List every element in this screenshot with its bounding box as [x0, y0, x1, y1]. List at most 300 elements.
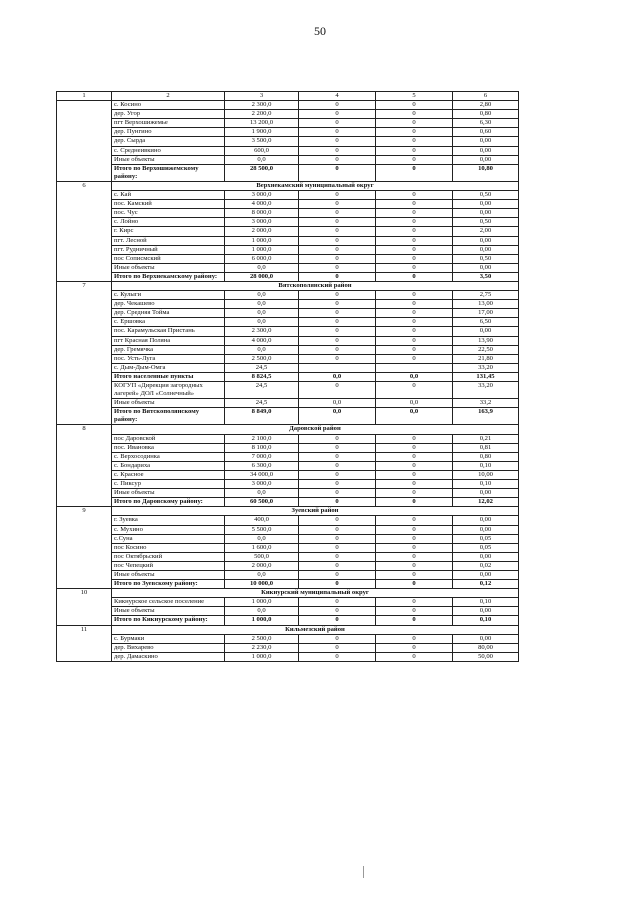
settlement-name: с.Суна: [112, 534, 225, 543]
region-title: Кильмезский район: [112, 625, 519, 634]
value-col5: 0: [376, 489, 453, 498]
settlement-name: с. Кулыги: [112, 291, 225, 300]
column-header-5: 5: [376, 92, 453, 101]
value-col5: 0: [376, 345, 453, 354]
column-header-6: 6: [453, 92, 519, 101]
value-col5: 0: [376, 245, 453, 254]
settlement-name: г. Зуевка: [112, 516, 225, 525]
settlement-name: с. Ершовка: [112, 318, 225, 327]
value-col5: 0: [376, 191, 453, 200]
value-col6: 0,00: [453, 263, 519, 272]
value-col4: 0: [299, 101, 376, 110]
value-col5: 0: [376, 209, 453, 218]
value-col4: 0: [299, 218, 376, 227]
value-col4: 0: [299, 452, 376, 461]
value-col5: 0: [376, 236, 453, 245]
section-number: 6: [57, 181, 112, 281]
value-col4: 0: [299, 318, 376, 327]
value-col6: 10,80: [453, 164, 519, 181]
value-col5: 0: [376, 200, 453, 209]
value-col5: 0: [376, 443, 453, 452]
region-row: [57, 625, 519, 634]
value-col6: 50,00: [453, 652, 519, 661]
value-col6: 0,12: [453, 580, 519, 589]
value-col6: 33,2: [453, 399, 519, 408]
value-col3: 28 000,0: [225, 272, 299, 281]
table-row: [57, 345, 519, 354]
value-col5: [376, 363, 453, 372]
value-col6: 3,50: [453, 272, 519, 281]
value-col3: 8 849,0: [225, 408, 299, 425]
value-col5: 0: [376, 146, 453, 155]
value-col4: 0: [299, 227, 376, 236]
value-col4: 0: [299, 354, 376, 363]
settlement-name: пос Чепецкий: [112, 561, 225, 570]
value-col4: 0: [299, 300, 376, 309]
region-title: Вятскополянский район: [112, 281, 519, 290]
value-col5: 0: [376, 470, 453, 479]
value-col6: 17,00: [453, 309, 519, 318]
settlement-name: Итого по Верхошижемскому району:: [112, 164, 225, 181]
value-col6: 0,00: [453, 137, 519, 146]
settlement-name: с. Бондариха: [112, 461, 225, 470]
value-col3: 2 300,0: [225, 101, 299, 110]
table-row: [57, 452, 519, 461]
table-row: [57, 607, 519, 616]
value-col3: 6 000,0: [225, 254, 299, 263]
value-col4: 0: [299, 570, 376, 579]
table-row: [57, 200, 519, 209]
value-col4: 0: [299, 525, 376, 534]
value-col5: 0: [376, 580, 453, 589]
value-col4: 0: [299, 345, 376, 354]
table-row: [57, 634, 519, 643]
value-col3: 0,0: [225, 291, 299, 300]
table-row: [57, 254, 519, 263]
value-col5: 0: [376, 164, 453, 181]
total-row: [57, 372, 519, 381]
settlement-name: с. Красное: [112, 470, 225, 479]
value-col6: 80,00: [453, 643, 519, 652]
value-col5: 0: [376, 607, 453, 616]
settlement-name: дер. Гремячка: [112, 345, 225, 354]
value-col5: 0: [376, 461, 453, 470]
value-col5: 0: [376, 561, 453, 570]
value-col6: 0,10: [453, 480, 519, 489]
settlement-name: пгт. Лесной: [112, 236, 225, 245]
value-col6: 0,81: [453, 443, 519, 452]
page-number: 50: [314, 24, 326, 38]
value-col4: 0: [299, 552, 376, 561]
value-col4: 0: [299, 263, 376, 272]
table-row: [57, 354, 519, 363]
value-col5: 0: [376, 101, 453, 110]
value-col4: 0: [299, 309, 376, 318]
column-header-1: 1: [57, 92, 112, 101]
settlement-name: Итого по Верхнекамскому району:: [112, 272, 225, 281]
table-row: [57, 119, 519, 128]
value-col4: 0: [299, 561, 376, 570]
value-col6: 0,00: [453, 607, 519, 616]
region-title: Даровской район: [112, 425, 519, 434]
value-col3: 0,0: [225, 534, 299, 543]
settlement-name: дер. Вихарево: [112, 643, 225, 652]
value-col4: 0: [299, 516, 376, 525]
value-col5: 0: [376, 534, 453, 543]
column-header-4: 4: [299, 92, 376, 101]
value-col3: 2 500,0: [225, 354, 299, 363]
settlement-name: Иные объекты: [112, 607, 225, 616]
value-col4: 0: [299, 327, 376, 336]
region-title: Верхнекамский муниципальный округ: [112, 181, 519, 190]
value-col3: 400,0: [225, 516, 299, 525]
value-col4: 0: [299, 146, 376, 155]
value-col6: 13,00: [453, 300, 519, 309]
region-row: [57, 281, 519, 290]
settlement-name: г. Кирс: [112, 227, 225, 236]
section-number: 11: [57, 625, 112, 661]
value-col6: 0,02: [453, 561, 519, 570]
value-col3: 2 000,0: [225, 561, 299, 570]
table-row: [57, 245, 519, 254]
value-col4: 0: [299, 110, 376, 119]
value-col3: 8 100,0: [225, 443, 299, 452]
table-row: [57, 336, 519, 345]
table-row: [57, 263, 519, 272]
value-col5: 0: [376, 218, 453, 227]
value-col5: 0: [376, 516, 453, 525]
value-col5: 0: [376, 598, 453, 607]
settlement-name: с. Косино: [112, 101, 225, 110]
settlement-name: дер. Сырда: [112, 137, 225, 146]
settlement-name: с. Бурмаки: [112, 634, 225, 643]
value-col4: 0,0: [299, 399, 376, 408]
settlement-name: Иные объекты: [112, 489, 225, 498]
table-row: [57, 309, 519, 318]
value-col5: 0: [376, 137, 453, 146]
table-row: [57, 652, 519, 661]
value-col3: 0,0: [225, 345, 299, 354]
value-col4: 0: [299, 236, 376, 245]
value-col5: 0: [376, 336, 453, 345]
value-col4: 0: [299, 209, 376, 218]
settlement-name: Кикнурское сельское поселение: [112, 598, 225, 607]
settlement-name: пгт Верхошижемье: [112, 119, 225, 128]
section-number: 10: [57, 589, 112, 625]
section-number: 7: [57, 281, 112, 425]
value-col6: 0,00: [453, 155, 519, 164]
value-col6: 0,50: [453, 191, 519, 200]
region-row: [57, 589, 519, 598]
value-col5: 0: [376, 382, 453, 399]
settlement-name: пос. Камский: [112, 200, 225, 209]
region-title: Зуевский район: [112, 507, 519, 516]
value-col4: 0: [299, 498, 376, 507]
value-col4: 0: [299, 137, 376, 146]
table-row: [57, 327, 519, 336]
table-row: [57, 291, 519, 300]
settlement-name: дер. Чекашево: [112, 300, 225, 309]
value-col3: 24,5: [225, 363, 299, 372]
value-col5: 0: [376, 525, 453, 534]
value-col4: 0: [299, 652, 376, 661]
value-col3: 1 900,0: [225, 128, 299, 137]
value-col4: 0: [299, 443, 376, 452]
value-col6: 0,00: [453, 209, 519, 218]
value-col5: 0: [376, 434, 453, 443]
value-col4: 0: [299, 470, 376, 479]
value-col6: 0,00: [453, 570, 519, 579]
value-col6: 0,60: [453, 128, 519, 137]
settlement-name: Иные объекты: [112, 263, 225, 272]
table-row: [57, 399, 519, 408]
value-col3: 0,0: [225, 318, 299, 327]
value-col3: 3 500,0: [225, 137, 299, 146]
value-col6: 0,00: [453, 489, 519, 498]
value-col3: 600,0: [225, 146, 299, 155]
value-col6: 0,00: [453, 327, 519, 336]
column-header-3: 3: [225, 92, 299, 101]
value-col3: 4 000,0: [225, 336, 299, 345]
value-col3: 2 230,0: [225, 643, 299, 652]
value-col4: 0: [299, 155, 376, 164]
total-row: [57, 164, 519, 181]
value-col6: 0,05: [453, 534, 519, 543]
settlement-name: дер. Угор: [112, 110, 225, 119]
value-col4: 0,0: [299, 408, 376, 425]
value-col5: 0: [376, 227, 453, 236]
settlement-name: пос Косино: [112, 543, 225, 552]
value-col4: 0: [299, 634, 376, 643]
total-row: [57, 580, 519, 589]
table-row: [57, 218, 519, 227]
value-col5: 0,0: [376, 399, 453, 408]
value-col4: 0: [299, 336, 376, 345]
value-col5: 0: [376, 263, 453, 272]
value-col4: 0: [299, 291, 376, 300]
value-col6: 0,00: [453, 245, 519, 254]
region-row: [57, 507, 519, 516]
settlement-name: пос. Чус: [112, 209, 225, 218]
value-col3: 2 000,0: [225, 227, 299, 236]
settlement-name: дер. Средняя Тойма: [112, 309, 225, 318]
value-col6: 0,00: [453, 236, 519, 245]
value-col3: 0,0: [225, 300, 299, 309]
value-col6: 10,00: [453, 470, 519, 479]
table-row: [57, 598, 519, 607]
value-col6: 2,75: [453, 291, 519, 300]
total-row: [57, 272, 519, 281]
column-header-2: 2: [112, 92, 225, 101]
settlement-name: с. Дым-Дым-Омга: [112, 363, 225, 372]
value-col4: 0: [299, 382, 376, 399]
value-col6: 2,00: [453, 227, 519, 236]
value-col4: 0: [299, 489, 376, 498]
value-col4: [299, 363, 376, 372]
section-number: [57, 101, 112, 182]
value-col5: 0: [376, 291, 453, 300]
region-title: Кикнурский муниципальный округ: [112, 589, 519, 598]
value-col3: 1 000,0: [225, 236, 299, 245]
value-col5: 0,0: [376, 372, 453, 381]
settlement-name: Иные объекты: [112, 570, 225, 579]
value-col6: 0,80: [453, 110, 519, 119]
value-col6: 131,45: [453, 372, 519, 381]
value-col6: 0,10: [453, 598, 519, 607]
table-row: [57, 101, 519, 110]
value-col5: 0: [376, 634, 453, 643]
value-col3: 0,0: [225, 489, 299, 498]
value-col4: 0: [299, 119, 376, 128]
table-row: [57, 110, 519, 119]
table-row: [57, 227, 519, 236]
settlement-name: дер. Пунгино: [112, 128, 225, 137]
value-col5: 0: [376, 309, 453, 318]
value-col4: 0: [299, 254, 376, 263]
region-row: [57, 181, 519, 190]
scan-artifact: [363, 866, 364, 878]
value-col6: 0,00: [453, 525, 519, 534]
table-row: [57, 209, 519, 218]
table-row: [57, 489, 519, 498]
settlement-name: пос. Ивановка: [112, 443, 225, 452]
settlement-name: КОГУП «Дирекция загородных лагерей» ДОЛ «Солнечный»: [112, 382, 225, 399]
value-col3: 1 000,0: [225, 245, 299, 254]
value-col6: 0,00: [453, 146, 519, 155]
value-col4: 0: [299, 272, 376, 281]
value-col4: 0: [299, 643, 376, 652]
value-col4: 0: [299, 191, 376, 200]
settlement-name: дер. Дамаскино: [112, 652, 225, 661]
value-col5: 0: [376, 543, 453, 552]
value-col5: 0: [376, 354, 453, 363]
table-row: [57, 363, 519, 372]
settlement-name: Итого по Зуевскому району:: [112, 580, 225, 589]
table-row: [57, 382, 519, 399]
settlement-name: пос Даровской: [112, 434, 225, 443]
value-col5: 0: [376, 155, 453, 164]
value-col6: 0,00: [453, 516, 519, 525]
value-col3: 1 000,0: [225, 652, 299, 661]
settlement-name: пос Сописмский: [112, 254, 225, 263]
value-col6: 33,20: [453, 363, 519, 372]
value-col5: 0: [376, 480, 453, 489]
table-row: [57, 236, 519, 245]
value-col3: 3 000,0: [225, 191, 299, 200]
value-col3: 1 000,0: [225, 598, 299, 607]
value-col5: 0: [376, 570, 453, 579]
value-col3: 6 300,0: [225, 461, 299, 470]
value-col4: 0,0: [299, 372, 376, 381]
value-col5: 0: [376, 318, 453, 327]
value-col6: 2,80: [453, 101, 519, 110]
section-number: 9: [57, 507, 112, 589]
value-col4: 0: [299, 580, 376, 589]
settlement-name: Итого населенные пункты: [112, 372, 225, 381]
table-row: [57, 434, 519, 443]
value-col3: 34 000,0: [225, 470, 299, 479]
settlement-name: пос Октябрьский: [112, 552, 225, 561]
data-table: [56, 91, 519, 662]
value-col6: 6,50: [453, 318, 519, 327]
value-col4: 0: [299, 480, 376, 489]
value-col3: 2 300,0: [225, 327, 299, 336]
value-col6: 0,00: [453, 634, 519, 643]
settlement-name: Итого по Даровскому району:: [112, 498, 225, 507]
value-col4: 0: [299, 598, 376, 607]
value-col3: 0,0: [225, 155, 299, 164]
value-col5: 0: [376, 652, 453, 661]
table-row: [57, 191, 519, 200]
settlement-name: с. Верхосодинка: [112, 452, 225, 461]
table-row: [57, 128, 519, 137]
settlement-name: Иные объекты: [112, 155, 225, 164]
value-col6: 0,50: [453, 254, 519, 263]
value-col5: 0: [376, 452, 453, 461]
settlement-name: с. Кай: [112, 191, 225, 200]
value-col6: 0,50: [453, 218, 519, 227]
value-col3: 500,0: [225, 552, 299, 561]
region-row: [57, 425, 519, 434]
value-col6: 0,05: [453, 543, 519, 552]
header-row: [57, 92, 519, 101]
table-row: [57, 525, 519, 534]
table-row: [57, 480, 519, 489]
value-col6: 12,02: [453, 498, 519, 507]
value-col3: 13 200,0: [225, 119, 299, 128]
value-col3: 2 100,0: [225, 434, 299, 443]
value-col3: 0,0: [225, 570, 299, 579]
value-col4: 0: [299, 164, 376, 181]
value-col4: 0: [299, 434, 376, 443]
total-row: [57, 498, 519, 507]
value-col5: 0: [376, 552, 453, 561]
settlement-name: с. Среднеивкино: [112, 146, 225, 155]
value-col4: 0: [299, 607, 376, 616]
value-col3: 2 500,0: [225, 634, 299, 643]
settlement-name: с. Пиксур: [112, 480, 225, 489]
value-col6: 0,10: [453, 461, 519, 470]
settlement-name: Итого по Вятскополянскому району:: [112, 408, 225, 425]
value-col3: 1 600,0: [225, 543, 299, 552]
value-col5: 0: [376, 498, 453, 507]
value-col6: 0,21: [453, 434, 519, 443]
table-row: [57, 443, 519, 452]
value-col5: 0: [376, 300, 453, 309]
value-col4: 0: [299, 245, 376, 254]
value-col4: 0: [299, 543, 376, 552]
table-row: [57, 552, 519, 561]
value-col4: 0: [299, 200, 376, 209]
value-col3: 1 000,0: [225, 616, 299, 625]
value-col3: 0,0: [225, 309, 299, 318]
value-col3: 60 500,0: [225, 498, 299, 507]
value-col6: 22,50: [453, 345, 519, 354]
settlement-name: пгт Красная Поляна: [112, 336, 225, 345]
value-col6: 33,20: [453, 382, 519, 399]
table-row: [57, 470, 519, 479]
section-number: 8: [57, 425, 112, 507]
table-row: [57, 155, 519, 164]
value-col3: 8 824,5: [225, 372, 299, 381]
settlement-name: с. Мухино: [112, 525, 225, 534]
table-row: [57, 516, 519, 525]
settlement-name: пос. Карамульская Пристань: [112, 327, 225, 336]
table-row: [57, 534, 519, 543]
value-col5: 0: [376, 110, 453, 119]
value-col6: 6,30: [453, 119, 519, 128]
value-col6: 0,80: [453, 452, 519, 461]
